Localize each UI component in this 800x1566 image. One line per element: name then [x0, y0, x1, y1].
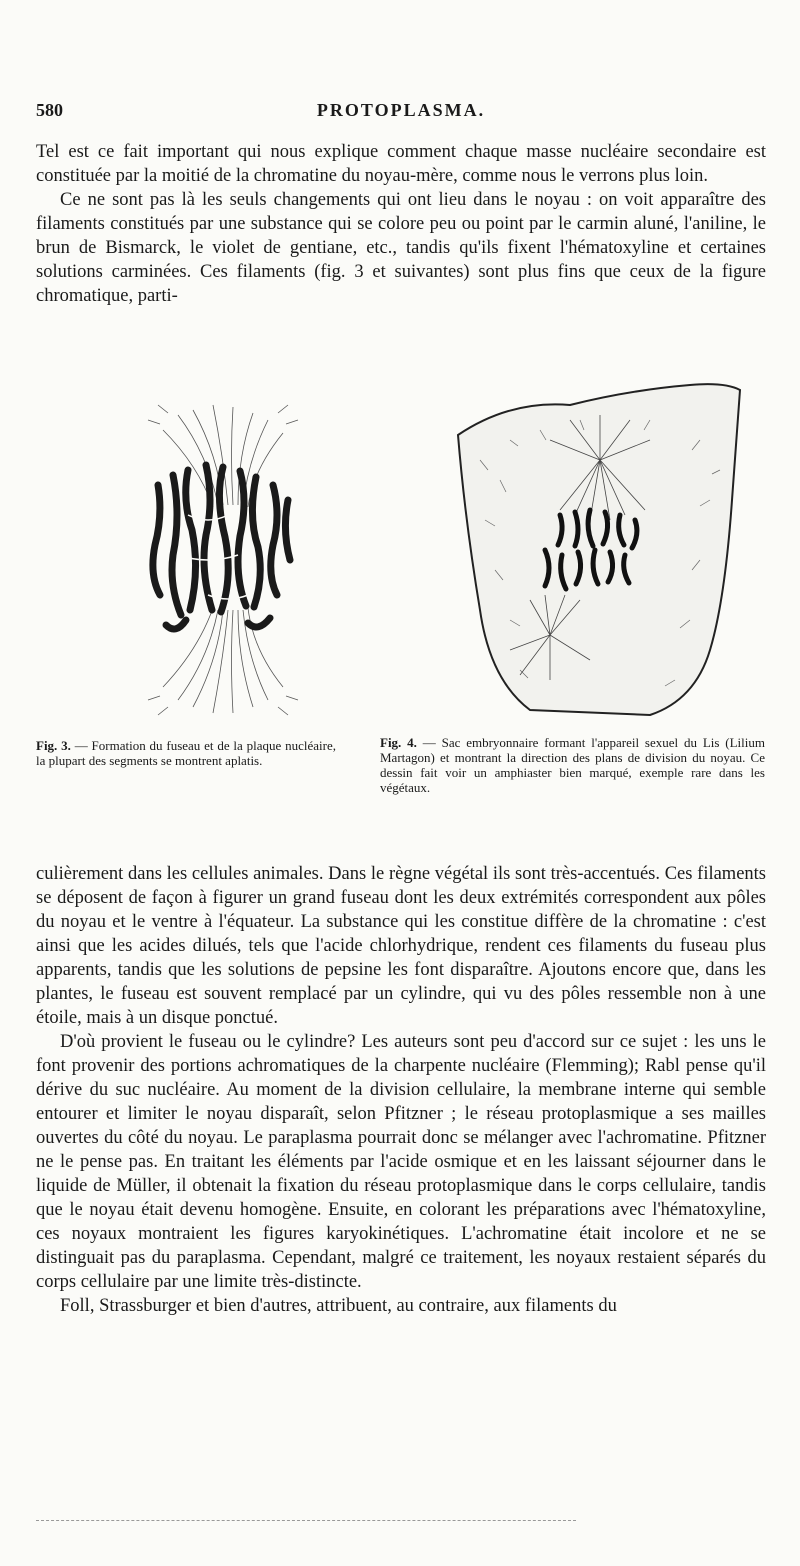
paragraph: Ce ne sont pas là les seuls changements qui ont lieu dans le noyau : on voit apparaître des filaments constitués par une substance qui se colore peu ou point par le carmin aluné, l'aniline, le brun de Bismarck, le violet de gentiane, etc., tandis qu'ils fixent l'hématoxyline et certaines solutions carminées. Ces filaments (fig. 3 et suivantes) sont plus fins que ceux de la figure chromatique, parti-: [36, 190, 766, 306]
page-number: 580: [36, 100, 63, 120]
paragraph: Tel est ce fait important qui nous explique comment chaque masse nucléaire secondaire est constituée par la moitié de la chromatine du noyau-mère, comme nous le verrons plus loin.: [36, 142, 766, 186]
figure-3-caption-text: — Formation du fuseau et de la plaque nucléaire, la plupart des segments se montrent aplatis.: [36, 738, 336, 768]
figure-3-drawing: [118, 395, 328, 725]
figure-3-label: Fig. 3.: [36, 738, 71, 753]
figure-3-spindle-illustration: [118, 395, 328, 725]
figure-4-caption: [380, 735, 765, 795]
figure-4-embryo-sac-illustration: [450, 380, 750, 720]
page-header: [36, 100, 766, 130]
figure-4-label: Fig. 4.: [380, 735, 417, 750]
figure-4-drawing: [450, 380, 750, 720]
footer-rule: [36, 1520, 576, 1531]
figure-4-caption-text: — Sac embryonnaire formant l'appareil sexuel du Lis (Lilium Martagon) et montrant la direction des plans de division du noyau. Ce dessin fait voir un amphiaster bien marqué, exemple rare dans les végétaux.: [380, 735, 765, 795]
paragraph: D'où provient le fuseau ou le cylindre? Les auteurs sont peu d'accord sur ce sujet : les uns le font provenir des portions achromatiques de la charpente nucléaire (Flemming); Rabl pense qu'il dérive du suc nucléaire. Au moment de la division cellulaire, la membrane interne qui semble entourer et limiter le noyau disparaît, selon Pfitzner ; le réseau protoplasmique a ses mailles ouvertes du côté du noyau. Le paraplasma pourrait donc se mélanger avec l'achromatine. Pfitzner ne le pense pas. En traitant les éléments par l'acide osmique et en les laissant séjourner dans le liquide de Müller, il obtenait la fixation du réseau protoplasmique dans le corps cellulaire, tandis que le noyau était devenu homogène. Ensuite, en colorant les préparations avec l'hématoxyline, ces noyaux montraient les figures karyokinétiques. L'achromatine était incolore et ne se distinguait pas du paraplasma. Cependant, malgré ce traitement, les noyaux restaient séparés du corps cellulaire par une limite très-distincte.: [36, 1032, 766, 1292]
figure-3-caption: [36, 738, 336, 768]
text-block-top: [36, 140, 766, 308]
paragraph: Foll, Strassburger et bien d'autres, attribuent, au contraire, aux filaments du: [60, 1296, 617, 1316]
text-block-bottom: [36, 862, 766, 1318]
running-title: PROTOPLASMA.: [316, 100, 486, 120]
paragraph: culièrement dans les cellules animales. Dans le règne végétal ils sont très-accentués. Ces filaments se déposent de façon à figurer un grand fuseau dont les deux extrémités correspondent aux pôles du noyau et le ventre à l'équateur. La substance qui les constitue diffère de la chromatine : c'est ainsi que les acides dilués, tels que l'acide chlorhydrique, rendent ces filaments du fuseau plus apparents, tandis que les solutions de pepsine les font disparaître. Ajoutons encore que, dans les plantes, le fuseau est souvent remplacé par un cylindre, qui vu des pôles ressemble non à une étoile, mais à un disque ponctué.: [36, 864, 766, 1028]
